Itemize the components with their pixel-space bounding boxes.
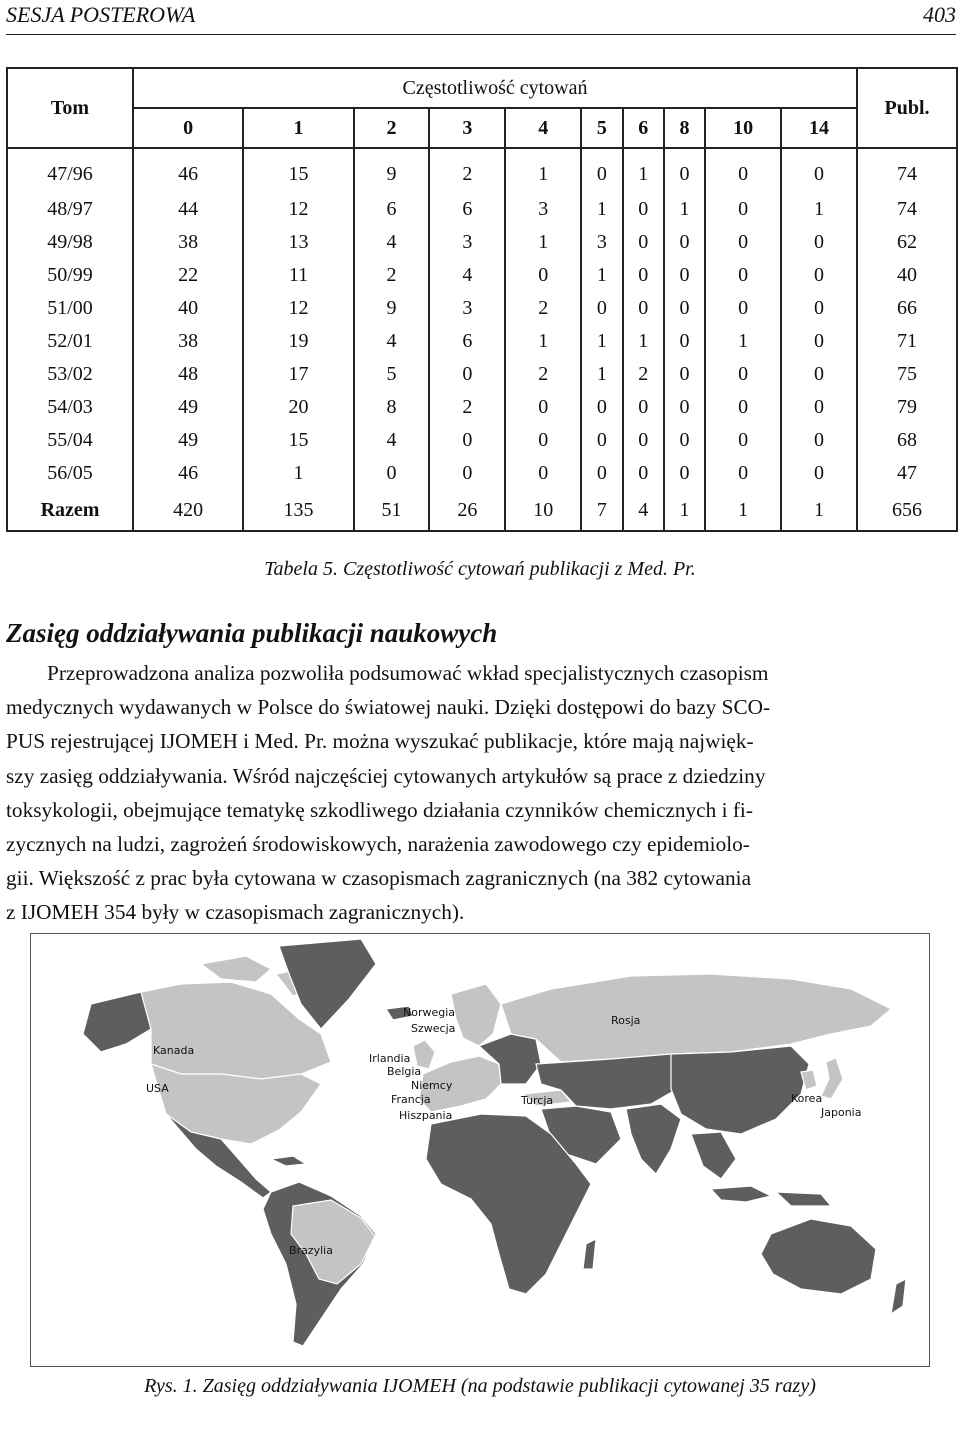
map-label-irlandia: Irlandia xyxy=(369,1052,411,1065)
cell-frequency: 1 xyxy=(581,193,622,226)
cell-frequency: 4 xyxy=(623,490,664,531)
cell-frequency: 26 xyxy=(429,490,505,531)
cell-publ: 656 xyxy=(857,490,957,531)
cell-frequency: 0 xyxy=(581,457,622,490)
cell-frequency: 0 xyxy=(664,148,705,193)
cell-frequency: 0 xyxy=(505,259,581,292)
cell-frequency: 1 xyxy=(705,325,781,358)
freq-group-header: Częstotliwość cytowań xyxy=(133,68,857,108)
table-caption: Tabela 5. Częstotliwość cytowań publikacji z Med. Pr. xyxy=(264,558,696,580)
cell-publ: 74 xyxy=(857,193,957,226)
cell-frequency: 9 xyxy=(354,292,430,325)
cell-frequency: 0 xyxy=(623,259,664,292)
freq-col-header: 4 xyxy=(505,108,581,148)
paragraph-line: medycznych wydawanych w Polsce do światowej nauki. Dzięki dostępowi do bazy SCO- xyxy=(6,695,771,720)
cell-frequency: 0 xyxy=(664,292,705,325)
cell-frequency: 15 xyxy=(243,424,353,457)
paragraph-line: Przeprowadzona analiza pozwoliła podsumować wkład specjalistycznych czasopism xyxy=(47,661,769,685)
table-row xyxy=(7,457,957,490)
table-row xyxy=(7,325,957,358)
cell-frequency: 3 xyxy=(429,292,505,325)
table-row xyxy=(7,259,957,292)
cell-frequency: 0 xyxy=(429,457,505,490)
running-header xyxy=(6,0,956,35)
cell-publ: 66 xyxy=(857,292,957,325)
cell-frequency: 49 xyxy=(133,424,243,457)
cell-tom: 51/00 xyxy=(7,292,133,325)
region-indonesia xyxy=(711,1186,771,1202)
table-row xyxy=(7,193,957,226)
cell-frequency: 48 xyxy=(133,358,243,391)
table-row xyxy=(7,424,957,457)
cell-frequency: 0 xyxy=(781,259,857,292)
cell-frequency: 0 xyxy=(781,292,857,325)
cell-frequency: 3 xyxy=(581,226,622,259)
cell-frequency: 1 xyxy=(623,148,664,193)
cell-frequency: 0 xyxy=(705,292,781,325)
cell-frequency: 0 xyxy=(664,391,705,424)
cell-tom: 50/99 xyxy=(7,259,133,292)
map-label-japonia: Japonia xyxy=(821,1106,862,1119)
cell-tom: 55/04 xyxy=(7,424,133,457)
cell-frequency: 0 xyxy=(781,358,857,391)
cell-frequency: 4 xyxy=(429,259,505,292)
cell-frequency: 11 xyxy=(243,259,353,292)
region-russia xyxy=(501,974,891,1062)
freq-col-header: 0 xyxy=(133,108,243,148)
cell-frequency: 6 xyxy=(429,193,505,226)
cell-tom: 56/05 xyxy=(7,457,133,490)
cell-frequency: 0 xyxy=(505,424,581,457)
freq-col-header: 2 xyxy=(354,108,430,148)
cell-frequency: 38 xyxy=(133,325,243,358)
cell-frequency: 135 xyxy=(243,490,353,531)
cell-frequency: 1 xyxy=(243,457,353,490)
cell-frequency: 4 xyxy=(354,226,430,259)
cell-tom: 48/97 xyxy=(7,193,133,226)
map-label-korea: Korea xyxy=(791,1092,823,1105)
cell-frequency: 0 xyxy=(781,325,857,358)
cell-tom: 49/98 xyxy=(7,226,133,259)
cell-publ: 71 xyxy=(857,325,957,358)
cell-publ: 74 xyxy=(857,148,957,193)
region-arctic-islands xyxy=(201,956,271,982)
cell-frequency: 3 xyxy=(505,193,581,226)
cell-frequency: 1 xyxy=(781,490,857,531)
cell-frequency: 9 xyxy=(354,148,430,193)
cell-frequency: 0 xyxy=(705,193,781,226)
map-label-hiszpania: Hiszpania xyxy=(399,1109,453,1122)
region-madagascar xyxy=(583,1239,596,1269)
paragraph-line: toksykologii, obejmujące tematykę szkodliwego działania czynników chemicznych i fi- xyxy=(6,797,753,822)
cell-frequency: 1 xyxy=(505,148,581,193)
region-australia xyxy=(761,1219,876,1294)
cell-frequency: 2 xyxy=(429,148,505,193)
cell-frequency: 0 xyxy=(623,391,664,424)
cell-frequency: 0 xyxy=(705,148,781,193)
map-label-belgia: Belgia xyxy=(387,1065,422,1078)
region-usa xyxy=(151,1064,321,1144)
cell-frequency: 0 xyxy=(581,424,622,457)
cell-frequency: 46 xyxy=(133,457,243,490)
cell-frequency: 0 xyxy=(623,226,664,259)
paragraph-line: gii. Większość z prac była cytowana w czasopismach zagranicznych (na 382 cytowania xyxy=(6,866,752,891)
region-scandinavia xyxy=(451,984,501,1046)
cell-frequency: 1 xyxy=(781,193,857,226)
cell-frequency: 15 xyxy=(243,148,353,193)
region-new-zealand xyxy=(891,1279,906,1314)
cell-frequency: 0 xyxy=(781,148,857,193)
cell-frequency: 0 xyxy=(623,457,664,490)
section-title: Zasięg oddziaływania publikacji naukowych xyxy=(6,618,498,648)
cell-frequency: 6 xyxy=(354,193,430,226)
cell-frequency: 0 xyxy=(581,292,622,325)
cell-frequency: 0 xyxy=(664,358,705,391)
cell-publ: 62 xyxy=(857,226,957,259)
cell-tom: 52/01 xyxy=(7,325,133,358)
col-header-tom: Tom xyxy=(7,68,133,148)
region-china xyxy=(671,1046,809,1134)
cell-frequency: 2 xyxy=(505,358,581,391)
cell-frequency: 0 xyxy=(429,424,505,457)
cell-frequency: 0 xyxy=(781,226,857,259)
cell-frequency: 0 xyxy=(505,457,581,490)
cell-frequency: 0 xyxy=(664,457,705,490)
cell-frequency: 0 xyxy=(664,424,705,457)
cell-frequency: 0 xyxy=(664,259,705,292)
cell-frequency: 49 xyxy=(133,391,243,424)
cell-frequency: 40 xyxy=(133,292,243,325)
body-paragraph xyxy=(6,656,956,930)
map-label-szwecja: Szwecja xyxy=(411,1022,456,1035)
cell-tom: 47/96 xyxy=(7,148,133,193)
freq-col-header: 3 xyxy=(429,108,505,148)
cell-frequency: 1 xyxy=(505,325,581,358)
cell-frequency: 38 xyxy=(133,226,243,259)
citation-frequency-table xyxy=(6,67,958,532)
cell-frequency: 1 xyxy=(581,259,622,292)
region-se-asia xyxy=(691,1132,736,1179)
cell-frequency: 0 xyxy=(781,391,857,424)
freq-col-header: 14 xyxy=(781,108,857,148)
cell-frequency: 0 xyxy=(705,226,781,259)
page-number: 403 xyxy=(923,2,956,27)
freq-col-header: 1 xyxy=(243,108,353,148)
cell-frequency: 46 xyxy=(133,148,243,193)
figure-caption: Rys. 1. Zasięg oddziaływania IJOMEH (na podstawie publikacji cytowanej 35 razy) xyxy=(144,1375,816,1397)
cell-frequency: 1 xyxy=(581,325,622,358)
region-india xyxy=(626,1104,681,1174)
cell-publ: 40 xyxy=(857,259,957,292)
table-row xyxy=(7,226,957,259)
cell-frequency: 12 xyxy=(243,193,353,226)
cell-frequency: 0 xyxy=(705,259,781,292)
cell-frequency: 1 xyxy=(705,490,781,531)
cell-frequency: 4 xyxy=(354,325,430,358)
paragraph-line: PUS rejestrującej IJOMEH i Med. Pr. można wyszukać publikacje, które mają najwięk- xyxy=(6,729,754,754)
cell-frequency: 0 xyxy=(623,424,664,457)
cell-publ: 68 xyxy=(857,424,957,457)
cell-frequency: 0 xyxy=(354,457,430,490)
cell-publ: 47 xyxy=(857,457,957,490)
table-row xyxy=(7,148,957,193)
cell-frequency: 4 xyxy=(354,424,430,457)
map-label-kanada: Kanada xyxy=(153,1044,195,1057)
cell-frequency: 0 xyxy=(581,148,622,193)
cell-frequency: 8 xyxy=(354,391,430,424)
paragraph-line: z IJOMEH 354 były w czasopismach zagranicznych). xyxy=(6,900,465,925)
paragraph-line: szy zasięg oddziaływania. Wśród najczęściej cytowanych artykułów są prace z dziedziny xyxy=(6,763,766,788)
cell-frequency: 0 xyxy=(664,325,705,358)
paragraph-line: zycznych na ludzi, zagrożeń środowiskowych, narażenia zawodowego czy epidemiolo- xyxy=(6,832,750,857)
freq-col-header: 8 xyxy=(664,108,705,148)
freq-col-header: 6 xyxy=(623,108,664,148)
cell-frequency: 7 xyxy=(581,490,622,531)
region-alaska xyxy=(83,992,151,1052)
cell-frequency: 13 xyxy=(243,226,353,259)
region-japan xyxy=(821,1058,843,1099)
cell-publ: 75 xyxy=(857,358,957,391)
total-row xyxy=(7,490,957,531)
table-row xyxy=(7,292,957,325)
map-label-norwegia: Norwegia xyxy=(403,1006,456,1019)
cell-frequency: 22 xyxy=(133,259,243,292)
cell-tom: Razem xyxy=(7,490,133,531)
map-label-usa: USA xyxy=(146,1082,169,1095)
cell-frequency: 0 xyxy=(705,424,781,457)
cell-publ: 79 xyxy=(857,391,957,424)
freq-col-header: 10 xyxy=(705,108,781,148)
cell-tom: 53/02 xyxy=(7,358,133,391)
cell-tom: 54/03 xyxy=(7,391,133,424)
cell-frequency: 0 xyxy=(623,193,664,226)
cell-frequency: 17 xyxy=(243,358,353,391)
region-indonesia-2 xyxy=(776,1192,831,1206)
cell-frequency: 0 xyxy=(781,424,857,457)
section-name: SESJA POSTEROWA xyxy=(6,2,196,27)
cell-frequency: 1 xyxy=(505,226,581,259)
cell-frequency: 1 xyxy=(623,325,664,358)
table-row xyxy=(7,358,957,391)
world-map xyxy=(31,934,929,1366)
cell-frequency: 20 xyxy=(243,391,353,424)
cell-frequency: 0 xyxy=(581,391,622,424)
cell-frequency: 10 xyxy=(505,490,581,531)
cell-frequency: 0 xyxy=(705,457,781,490)
cell-frequency: 3 xyxy=(429,226,505,259)
cell-frequency: 0 xyxy=(429,358,505,391)
region-caribbean xyxy=(271,1156,306,1166)
cell-frequency: 2 xyxy=(623,358,664,391)
cell-frequency: 19 xyxy=(243,325,353,358)
col-header-publ: Publ. xyxy=(857,68,957,148)
cell-frequency: 0 xyxy=(705,391,781,424)
cell-frequency: 0 xyxy=(781,457,857,490)
map-label-turcja: Turcja xyxy=(521,1094,554,1107)
freq-col-header: 5 xyxy=(581,108,622,148)
cell-frequency: 0 xyxy=(623,292,664,325)
map-label-francja: Francja xyxy=(391,1093,431,1106)
cell-frequency: 51 xyxy=(354,490,430,531)
cell-frequency: 2 xyxy=(429,391,505,424)
cell-frequency: 1 xyxy=(664,490,705,531)
cell-frequency: 0 xyxy=(705,358,781,391)
cell-frequency: 2 xyxy=(354,259,430,292)
cell-frequency: 2 xyxy=(505,292,581,325)
cell-frequency: 44 xyxy=(133,193,243,226)
cell-frequency: 1 xyxy=(581,358,622,391)
cell-frequency: 1 xyxy=(664,193,705,226)
map-label-niemcy: Niemcy xyxy=(411,1079,453,1092)
cell-frequency: 6 xyxy=(429,325,505,358)
cell-frequency: 12 xyxy=(243,292,353,325)
map-label-brazylia: Brazylia xyxy=(289,1244,333,1257)
cell-frequency: 0 xyxy=(664,226,705,259)
map-label-rosja: Rosja xyxy=(611,1014,641,1027)
world-map-figure xyxy=(30,933,930,1367)
cell-frequency: 5 xyxy=(354,358,430,391)
cell-frequency: 0 xyxy=(505,391,581,424)
cell-frequency: 420 xyxy=(133,490,243,531)
table-row xyxy=(7,391,957,424)
